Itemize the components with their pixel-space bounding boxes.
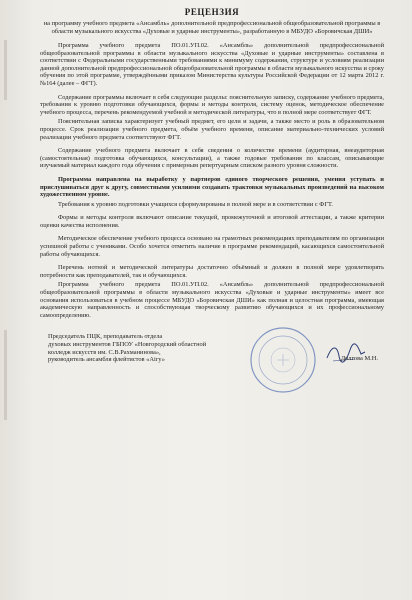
paragraph: Содержание учебного предмета включает в себя сведения о количестве времени (аудиторная, внеаудиторная (самостоятельная) подготовка обучающихся, консультации), а также годовые требования по классам, описывающие изучаемый материал каждого года обучения с примерным репертуарным списком разного уровня сложности. xyxy=(40,147,384,170)
paragraph: Программа учебного предмета ПО.01.УП.02. «Ансамбль» дополнительной предпрофессиональной общеобразовательной программы в области музыкального искусства «Духовые и ударные инструменты» имеет все основания использоваться в учебном процессе МБУДО «Боровичская ДШИ» как полная и целостная программа, имеющая академическую направленность и способствующая творческому развитию обучающихся и их профессиональному самоопределению. xyxy=(40,281,384,319)
paragraph: Пояснительная записка характеризует учебный предмет, его цели и задачи, а также место и роль в образовательном процессе. Срок реализации учебного предмета, объём учебного времени, описание материально-технических условий реализации учебного предмета соответствуют ФГТ. xyxy=(40,118,384,141)
signature-block xyxy=(48,333,384,363)
page-edge-shadow xyxy=(4,40,7,100)
official-stamp xyxy=(248,325,318,395)
paragraph: Требования к уровню подготовки учащихся сформулированы в полной мере и в соответствии с ФГТ. xyxy=(58,200,333,208)
signature-line: Председатель ПЦК, преподаватель отдела xyxy=(48,333,163,341)
paragraph: Методическое обеспечение учебного процесса основано на грамотных рекомендациях преподавателям по организации успешной работы с учениками. Особо хочется отметить наличие в программе рекомендаций, касающихся самостоятельной работы обучающихся. xyxy=(40,235,384,258)
signature-line: колледж искусств им. С.В.Рахманинова», xyxy=(48,348,161,356)
document-title: РЕЦЕНЗИЯ xyxy=(184,7,240,17)
paragraph-emphasis: Программа направлена на выработку у партнеров единого творческого решения, умения уступать и прислушиваться друг к другу, совместными усилиями создавать трактовки музыкальных произведений на высоком художественном уровне. xyxy=(40,175,384,199)
signer-name: Долгова М.Н. xyxy=(340,355,378,363)
paragraph: Формы и методы контроля включают описание текущей, промежуточной и итоговой аттестации, а также критерии оценки качества исполнения. xyxy=(40,214,384,229)
document-subtitle: на программу учебного предмета «Ансамбль» дополнительной предпрофессиональной общеобразовательной программы в области музыкального искусства «Духовые и ударные инструменты», разработанную в МБУДО «Боровичская ДШИ» xyxy=(43,20,381,35)
signature-line: духовых инструментов ГБПОУ «Новгородский областной xyxy=(48,341,207,348)
paragraph: Содержание программы включает в себя следующие разделы: пояснительную записку, содержание учебного предмета, требования к уровню подготовки обучающихся, формы и методы контроля, систему оценок, методическое обеспечение учебного процесса, перечень рекомендуемой учебной и методической литературы, что в полной мере соответствует ФГТ. xyxy=(40,93,384,116)
paragraph: Программа учебного предмета ПО.01.УП.02. «Ансамбль» дополнительной предпрофессиональной общеобразовательной программы в области музыкального искусства «Духовые и ударные инструменты» составлена в соответствии с Федеральными государственными требованиями к минимуму содержания, структуре и условиям реализации данной дополнительной предпрофессиональной общеобразовательной программы в области музыкального искусства и сроку обучения по этой программе, утверждёнными приказом Министерства культуры Российской Федерации от 12 марта 2012 г. №164 (далее – ФГТ). xyxy=(40,42,384,87)
paragraph: Перечень нотной и методической литературы достаточно объёмный и должен в полной мере удовлетворять потребности как преподавателей, так и обучающихся. xyxy=(40,264,384,279)
signature-line: руководитель ансамбля флейтистов «Aiгу» xyxy=(48,356,165,364)
page-edge-shadow xyxy=(4,330,7,420)
